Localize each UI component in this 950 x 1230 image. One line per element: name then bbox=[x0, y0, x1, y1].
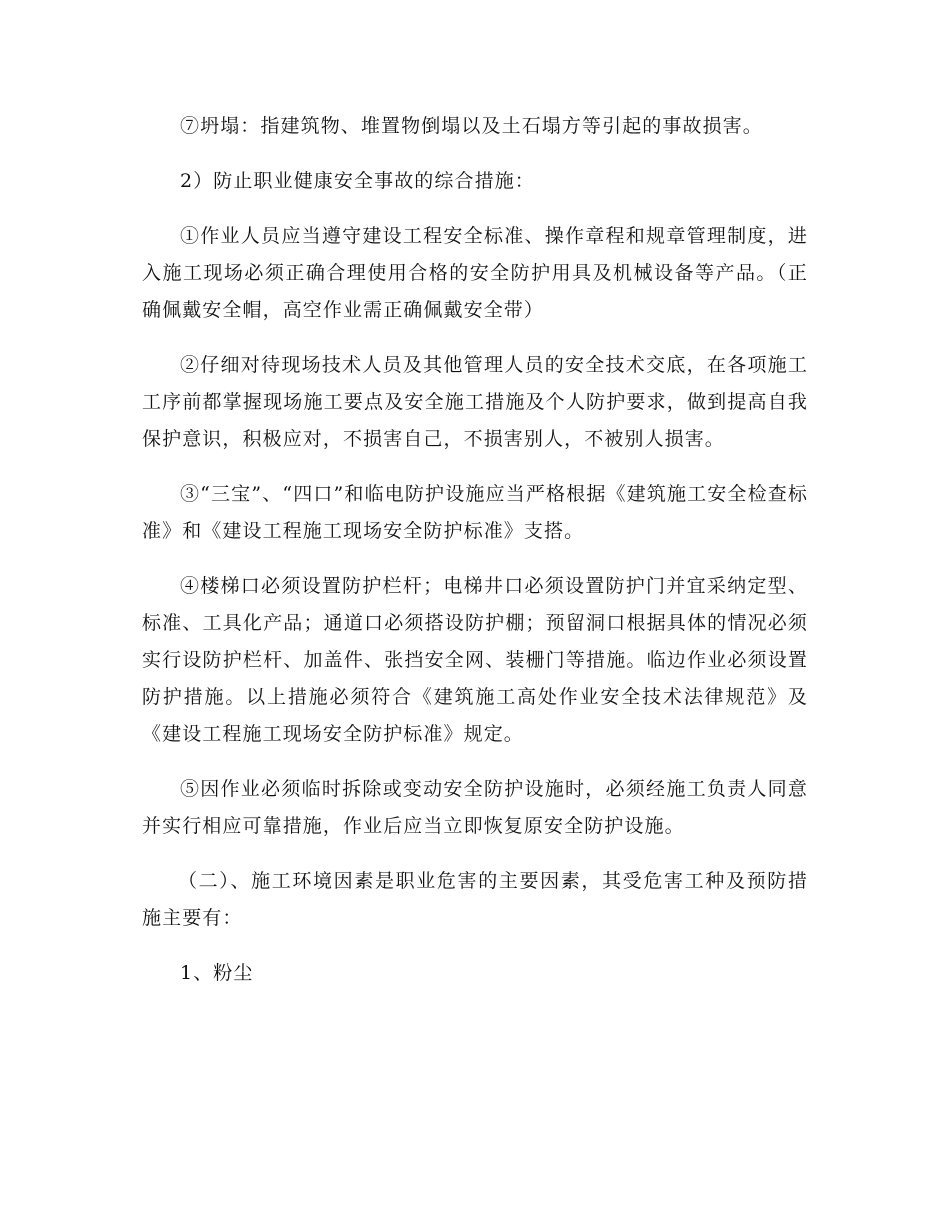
paragraph-measures-heading: 2）防止职业健康安全事故的综合措施： bbox=[180, 170, 535, 192]
document-body bbox=[142, 108, 808, 1010]
paragraph-measure-5: ⑤因作业必须临时拆除或变动安全防护设施时，必须经施工负责人同意并实行相应可靠措施，作业后应当立即恢复原安全防护设施。 bbox=[142, 778, 808, 837]
section-heading-environment: （二）、施工环境因素是职业危害的主要因素，其受危害工种及预防措施主要有： bbox=[142, 870, 808, 929]
paragraph-measure-3: ③“三宝”、“四口”和临电防护设施应当严格根据《建筑施工安全检查标准》和《建设工程施工现场安全防护标准》支搭。 bbox=[142, 483, 808, 542]
paragraph-measure-4: ④楼梯口必须设置防护栏杆；电梯井口必须设置防护门并宜采纳定型、标准、工具化产品；通道口必须搭设防护棚；预留洞口根据具体的情况必须实行设防护栏杆、加盖件、张挡安全网、装栅门等措施。临边作业必须设置防护措施。以上措施必须符合《建筑施工高处作业安全技术法律规范》及《建设工程施工现场安全防护标准》规定。 bbox=[142, 575, 808, 745]
subheading-dust: 1、粉尘 bbox=[180, 962, 254, 984]
paragraph-collapse-definition: ⑦坍塌：指建筑物、堆置物倒塌以及土石塌方等引起的事故损害。 bbox=[180, 115, 763, 137]
paragraph-measure-1: ①作业人员应当遵守建设工程安全标准、操作章程和规章管理制度，进入施工现场必须正确合理使用合格的安全防护用具及机械设备等产品。（正确佩戴安全帽，高空作业需正确佩戴安全带） bbox=[142, 225, 808, 321]
paragraph-measure-2: ②仔细对待现场技术人员及其他管理人员的安全技术交底，在各项施工工序前都掌握现场施工要点及安全施工措施及个人防护要求，做到提高自我保护意识，积极应对，不损害自己，不损害别人，不被别人损害。 bbox=[142, 354, 808, 450]
